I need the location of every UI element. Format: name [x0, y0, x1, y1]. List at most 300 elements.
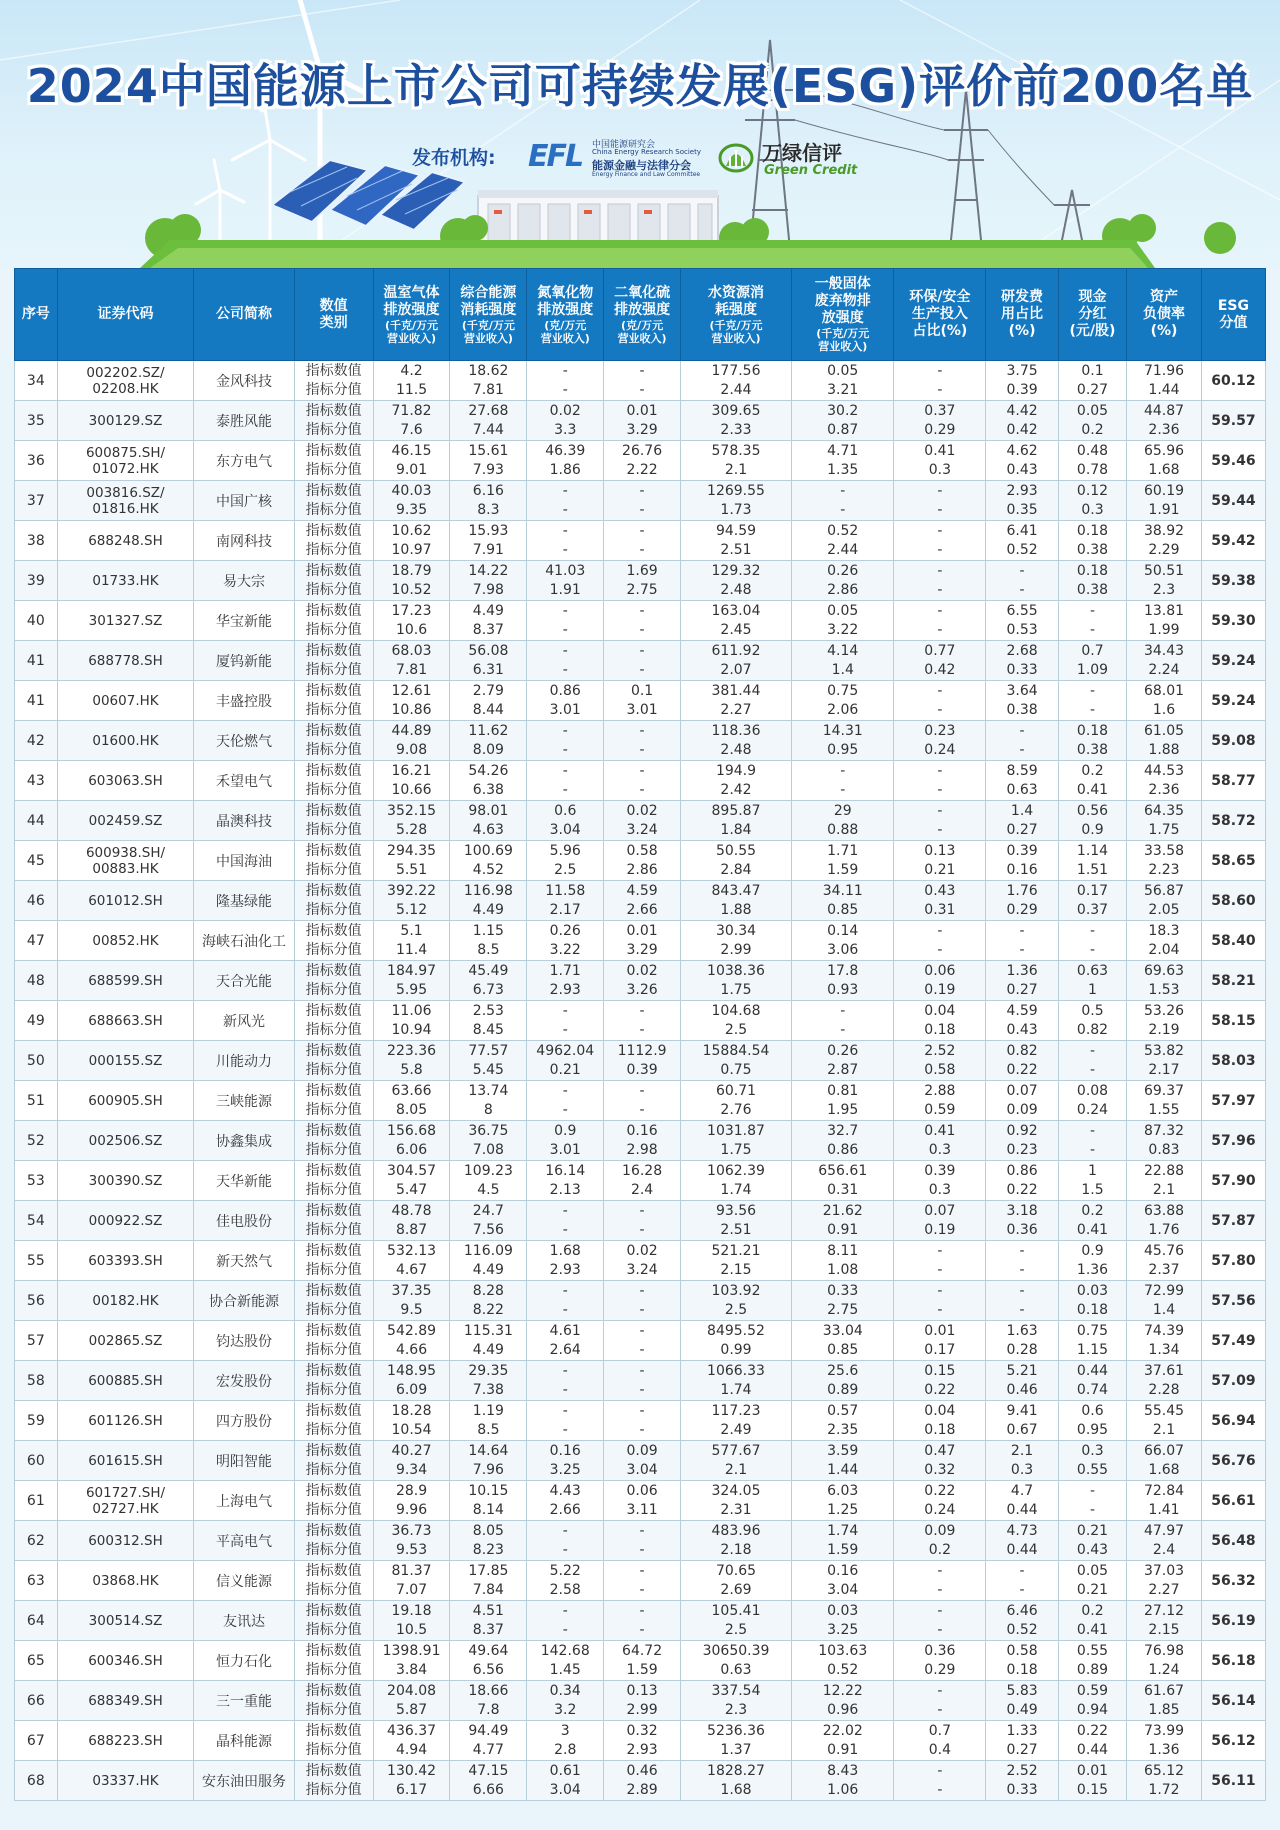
- safety-cell: 0.15 0.22: [894, 1361, 986, 1401]
- company-name-cell: 厦钨新能: [194, 641, 294, 681]
- ghg-cell: 37.35 9.5: [373, 1281, 450, 1321]
- energy-cell: 49.64 6.56: [450, 1641, 527, 1681]
- stock-code-cell: 600905.SH: [57, 1081, 194, 1121]
- dividend-cell: 0.12 0.3: [1058, 481, 1126, 521]
- company-name-cell: 安东油田服务: [194, 1761, 294, 1801]
- table-row: [15, 1361, 1266, 1401]
- dividend-cell: 0.5 0.82: [1058, 1001, 1126, 1041]
- water-cell: 70.65 2.69: [681, 1561, 792, 1601]
- water-cell: 381.44 2.27: [681, 681, 792, 721]
- rank-cell: 48: [15, 961, 58, 1001]
- ghg-cell: 5.1 11.4: [373, 921, 450, 961]
- rd-cell: 1.36 0.27: [986, 961, 1059, 1001]
- ghg-cell: 352.15 5.28: [373, 801, 450, 841]
- value-type-cell: 指标数值 指标分值: [294, 1481, 373, 1521]
- value-type-cell: 指标数值 指标分值: [294, 1561, 373, 1601]
- energy-cell: 98.01 4.63: [450, 801, 527, 841]
- table-row: [15, 1121, 1266, 1161]
- stock-code-cell: 600938.SH/ 00883.HK: [57, 841, 194, 881]
- energy-cell: 77.57 5.45: [450, 1041, 527, 1081]
- ghg-cell: 11.06 10.94: [373, 1001, 450, 1041]
- table-row: [15, 1561, 1266, 1601]
- water-cell: 118.36 2.48: [681, 721, 792, 761]
- safety-cell: 2.52 0.58: [894, 1041, 986, 1081]
- safety-cell: - -: [894, 761, 986, 801]
- table-row: [15, 601, 1266, 641]
- nox-cell: 142.68 1.45: [527, 1641, 604, 1681]
- table-row: [15, 1681, 1266, 1721]
- so2-cell: - -: [604, 601, 681, 641]
- waste-cell: 8.43 1.06: [792, 1761, 894, 1801]
- table-row: [15, 641, 1266, 681]
- waste-cell: - -: [792, 481, 894, 521]
- ghg-cell: 12.61 10.86: [373, 681, 450, 721]
- col-no: 序号: [15, 269, 58, 361]
- nox-cell: 0.9 3.01: [527, 1121, 604, 1161]
- rank-cell: 63: [15, 1561, 58, 1601]
- safety-cell: - -: [894, 1241, 986, 1281]
- ghg-cell: 148.95 6.09: [373, 1361, 450, 1401]
- company-name-cell: 天合光能: [194, 961, 294, 1001]
- so2-cell: - -: [604, 1001, 681, 1041]
- safety-cell: 0.43 0.31: [894, 881, 986, 921]
- water-cell: 1062.39 1.74: [681, 1161, 792, 1201]
- nox-cell: 16.14 2.13: [527, 1161, 604, 1201]
- stock-code-cell: 003816.SZ/ 01816.HK: [57, 481, 194, 521]
- energy-cell: 6.16 8.3: [450, 481, 527, 521]
- company-name-cell: 东方电气: [194, 441, 294, 481]
- esg-score-cell: 56.11: [1201, 1761, 1265, 1801]
- ghg-cell: 10.62 10.97: [373, 521, 450, 561]
- ghg-cell: 63.66 8.05: [373, 1081, 450, 1121]
- waste-cell: 0.75 2.06: [792, 681, 894, 721]
- energy-cell: 100.69 4.52: [450, 841, 527, 881]
- debt-cell: 72.84 1.41: [1127, 1481, 1202, 1521]
- stock-code-cell: 688349.SH: [57, 1681, 194, 1721]
- table-row: [15, 401, 1266, 441]
- table-row: [15, 1241, 1266, 1281]
- debt-cell: 65.96 1.68: [1127, 441, 1202, 481]
- rank-cell: 41: [15, 641, 58, 681]
- table-row: [15, 721, 1266, 761]
- dividend-cell: 0.18 0.38: [1058, 561, 1126, 601]
- dividend-cell: 0.05 0.21: [1058, 1561, 1126, 1601]
- water-cell: 177.56 2.44: [681, 361, 792, 401]
- water-cell: 105.41 2.5: [681, 1601, 792, 1641]
- water-cell: 611.92 2.07: [681, 641, 792, 681]
- water-cell: 15884.54 0.75: [681, 1041, 792, 1081]
- value-type-cell: 指标数值 指标分值: [294, 641, 373, 681]
- company-name-cell: 新天然气: [194, 1241, 294, 1281]
- energy-cell: 4.51 8.37: [450, 1601, 527, 1641]
- ghg-cell: 1398.91 3.84: [373, 1641, 450, 1681]
- ghg-cell: 46.15 9.01: [373, 441, 450, 481]
- company-name-cell: 晶澳科技: [194, 801, 294, 841]
- nox-cell: - -: [527, 641, 604, 681]
- esg-score-cell: 59.24: [1201, 681, 1265, 721]
- stock-code-cell: 688248.SH: [57, 521, 194, 561]
- col-debt: 资产 负债率 (%): [1127, 269, 1202, 361]
- dividend-cell: 1.14 1.51: [1058, 841, 1126, 881]
- so2-cell: - -: [604, 1561, 681, 1601]
- ghg-cell: 436.37 4.94: [373, 1721, 450, 1761]
- value-type-cell: 指标数值 指标分值: [294, 1081, 373, 1121]
- waste-cell: - -: [792, 1001, 894, 1041]
- value-type-cell: 指标数值 指标分值: [294, 681, 373, 721]
- nox-cell: 1.71 2.93: [527, 961, 604, 1001]
- nox-cell: - -: [527, 1521, 604, 1561]
- ghg-cell: 130.42 6.17: [373, 1761, 450, 1801]
- debt-cell: 55.45 2.1: [1127, 1401, 1202, 1441]
- company-name-cell: 宏发股份: [194, 1361, 294, 1401]
- so2-cell: - -: [604, 361, 681, 401]
- waste-cell: 14.31 0.95: [792, 721, 894, 761]
- safety-cell: 0.39 0.3: [894, 1161, 986, 1201]
- rd-cell: 8.59 0.63: [986, 761, 1059, 801]
- water-cell: 521.21 2.15: [681, 1241, 792, 1281]
- debt-cell: 60.19 1.91: [1127, 481, 1202, 521]
- energy-cell: 10.15 8.14: [450, 1481, 527, 1521]
- rd-cell: 0.92 0.23: [986, 1121, 1059, 1161]
- table-row: [15, 1441, 1266, 1481]
- waste-cell: 0.26 2.87: [792, 1041, 894, 1081]
- rank-cell: 62: [15, 1521, 58, 1561]
- table-row: [15, 361, 1266, 401]
- value-type-cell: 指标数值 指标分值: [294, 881, 373, 921]
- rd-cell: 1.76 0.29: [986, 881, 1059, 921]
- value-type-cell: 指标数值 指标分值: [294, 801, 373, 841]
- safety-cell: 0.13 0.21: [894, 841, 986, 881]
- value-type-cell: 指标数值 指标分值: [294, 1401, 373, 1441]
- so2-cell: - -: [604, 1281, 681, 1321]
- col-safety: 环保/安全 生产投入 占比(%): [894, 269, 986, 361]
- so2-cell: - -: [604, 1401, 681, 1441]
- stock-code-cell: 600875.SH/ 01072.HK: [57, 441, 194, 481]
- stock-code-cell: 600312.SH: [57, 1521, 194, 1561]
- energy-cell: 115.31 4.49: [450, 1321, 527, 1361]
- rd-cell: 5.83 0.49: [986, 1681, 1059, 1721]
- energy-cell: 2.53 8.45: [450, 1001, 527, 1041]
- water-cell: 194.9 2.42: [681, 761, 792, 801]
- rd-cell: 6.55 0.53: [986, 601, 1059, 641]
- rd-cell: 0.82 0.22: [986, 1041, 1059, 1081]
- debt-cell: 47.97 2.4: [1127, 1521, 1202, 1561]
- energy-cell: 56.08 6.31: [450, 641, 527, 681]
- value-type-cell: 指标数值 指标分值: [294, 1521, 373, 1561]
- so2-cell: - -: [604, 1361, 681, 1401]
- stock-code-cell: 688663.SH: [57, 1001, 194, 1041]
- esg-score-cell: 58.21: [1201, 961, 1265, 1001]
- energy-cell: 17.85 7.84: [450, 1561, 527, 1601]
- company-name-cell: 中国广核: [194, 481, 294, 521]
- rd-cell: 1.4 0.27: [986, 801, 1059, 841]
- rd-cell: 5.21 0.46: [986, 1361, 1059, 1401]
- rd-cell: 2.68 0.33: [986, 641, 1059, 681]
- so2-cell: - -: [604, 721, 681, 761]
- ghg-cell: 532.13 4.67: [373, 1241, 450, 1281]
- stock-code-cell: 601615.SH: [57, 1441, 194, 1481]
- waste-cell: 1.74 1.59: [792, 1521, 894, 1561]
- esg-score-cell: 56.14: [1201, 1681, 1265, 1721]
- water-cell: 483.96 2.18: [681, 1521, 792, 1561]
- stock-code-cell: 600346.SH: [57, 1641, 194, 1681]
- dividend-cell: 0.48 0.78: [1058, 441, 1126, 481]
- energy-cell: 29.35 7.38: [450, 1361, 527, 1401]
- esg-score-cell: 58.60: [1201, 881, 1265, 921]
- energy-cell: 14.22 7.98: [450, 561, 527, 601]
- waste-cell: 4.71 1.35: [792, 441, 894, 481]
- company-name-cell: 天华新能: [194, 1161, 294, 1201]
- table-row: [15, 681, 1266, 721]
- rd-cell: 9.41 0.67: [986, 1401, 1059, 1441]
- nox-cell: - -: [527, 361, 604, 401]
- value-type-cell: 指标数值 指标分值: [294, 441, 373, 481]
- water-cell: 93.56 2.51: [681, 1201, 792, 1241]
- nox-cell: 0.86 3.01: [527, 681, 604, 721]
- so2-cell: 0.01 3.29: [604, 921, 681, 961]
- dividend-cell: - -: [1058, 1041, 1126, 1081]
- water-cell: 895.87 1.84: [681, 801, 792, 841]
- debt-cell: 53.82 2.17: [1127, 1041, 1202, 1081]
- energy-cell: 45.49 6.73: [450, 961, 527, 1001]
- water-cell: 324.05 2.31: [681, 1481, 792, 1521]
- efl-logo-mark: EFL: [528, 139, 583, 174]
- stock-code-cell: 03337.HK: [57, 1761, 194, 1801]
- company-name-cell: 中国海油: [194, 841, 294, 881]
- esg-score-cell: 56.18: [1201, 1641, 1265, 1681]
- water-cell: 50.55 2.84: [681, 841, 792, 881]
- esg-score-cell: 59.24: [1201, 641, 1265, 681]
- waste-cell: 25.6 0.89: [792, 1361, 894, 1401]
- col-waste: 一般固体 废弃物排 放强度 (千克/万元 营业收入): [792, 269, 894, 361]
- value-type-cell: 指标数值 指标分值: [294, 721, 373, 761]
- nox-cell: 3 2.8: [527, 1721, 604, 1761]
- rank-cell: 68: [15, 1761, 58, 1801]
- table-row: [15, 561, 1266, 601]
- esg-score-cell: 57.49: [1201, 1321, 1265, 1361]
- company-name-cell: 钧达股份: [194, 1321, 294, 1361]
- nox-cell: 4962.04 0.21: [527, 1041, 604, 1081]
- debt-cell: 65.12 1.72: [1127, 1761, 1202, 1801]
- debt-cell: 33.58 2.23: [1127, 841, 1202, 881]
- waste-cell: 0.16 3.04: [792, 1561, 894, 1601]
- dividend-cell: 0.9 1.36: [1058, 1241, 1126, 1281]
- dividend-cell: - -: [1058, 1121, 1126, 1161]
- table-row: [15, 1041, 1266, 1081]
- value-type-cell: 指标数值 指标分值: [294, 1441, 373, 1481]
- rank-cell: 46: [15, 881, 58, 921]
- debt-cell: 63.88 1.76: [1127, 1201, 1202, 1241]
- rd-cell: 4.59 0.43: [986, 1001, 1059, 1041]
- esg-score-cell: 57.09: [1201, 1361, 1265, 1401]
- so2-cell: 1.69 2.75: [604, 561, 681, 601]
- company-name-cell: 三峡能源: [194, 1081, 294, 1121]
- safety-cell: - -: [894, 601, 986, 641]
- waste-cell: 22.02 0.91: [792, 1721, 894, 1761]
- value-type-cell: 指标数值 指标分值: [294, 1281, 373, 1321]
- table-row: [15, 1721, 1266, 1761]
- nox-cell: - -: [527, 1001, 604, 1041]
- so2-cell: 0.58 2.86: [604, 841, 681, 881]
- dividend-cell: 0.03 0.18: [1058, 1281, 1126, 1321]
- energy-cell: 116.98 4.49: [450, 881, 527, 921]
- debt-cell: 22.88 2.1: [1127, 1161, 1202, 1201]
- stock-code-cell: 688223.SH: [57, 1721, 194, 1761]
- energy-cell: 11.62 8.09: [450, 721, 527, 761]
- safety-cell: 0.07 0.19: [894, 1201, 986, 1241]
- company-name-cell: 丰盛控股: [194, 681, 294, 721]
- nox-cell: - -: [527, 721, 604, 761]
- nox-cell: - -: [527, 1281, 604, 1321]
- rd-cell: 2.52 0.33: [986, 1761, 1059, 1801]
- debt-cell: 64.35 1.75: [1127, 801, 1202, 841]
- rank-cell: 57: [15, 1321, 58, 1361]
- waste-cell: 3.59 1.44: [792, 1441, 894, 1481]
- table-header: [15, 269, 1266, 361]
- col-rd: 研发费 用占比 (%): [986, 269, 1059, 361]
- so2-cell: 0.02 3.24: [604, 1241, 681, 1281]
- rd-cell: 4.7 0.44: [986, 1481, 1059, 1521]
- rank-cell: 64: [15, 1601, 58, 1641]
- water-cell: 1066.33 1.74: [681, 1361, 792, 1401]
- so2-cell: 0.02 3.26: [604, 961, 681, 1001]
- so2-cell: 64.72 1.59: [604, 1641, 681, 1681]
- company-name-cell: 协鑫集成: [194, 1121, 294, 1161]
- company-name-cell: 信义能源: [194, 1561, 294, 1601]
- ghg-cell: 44.89 9.08: [373, 721, 450, 761]
- so2-cell: - -: [604, 761, 681, 801]
- company-name-cell: 协合新能源: [194, 1281, 294, 1321]
- stock-code-cell: 00607.HK: [57, 681, 194, 721]
- so2-cell: - -: [604, 1201, 681, 1241]
- water-cell: 129.32 2.48: [681, 561, 792, 601]
- rd-cell: 6.41 0.52: [986, 521, 1059, 561]
- company-name-cell: 海峡石油化工: [194, 921, 294, 961]
- so2-cell: - -: [604, 1081, 681, 1121]
- waste-cell: 29 0.88: [792, 801, 894, 841]
- value-type-cell: 指标数值 指标分值: [294, 1241, 373, 1281]
- safety-cell: - -: [894, 921, 986, 961]
- ghg-cell: 48.78 8.87: [373, 1201, 450, 1241]
- waste-cell: 0.05 3.21: [792, 361, 894, 401]
- debt-cell: 71.96 1.44: [1127, 361, 1202, 401]
- debt-cell: 61.67 1.85: [1127, 1681, 1202, 1721]
- nox-cell: 1.68 2.93: [527, 1241, 604, 1281]
- rd-cell: 1.63 0.28: [986, 1321, 1059, 1361]
- so2-cell: 0.16 2.98: [604, 1121, 681, 1161]
- safety-cell: 0.04 0.18: [894, 1401, 986, 1441]
- debt-cell: 56.87 2.05: [1127, 881, 1202, 921]
- table-row: [15, 1601, 1266, 1641]
- col-name: 公司简称: [194, 269, 294, 361]
- dividend-cell: - -: [1058, 921, 1126, 961]
- table-row: [15, 441, 1266, 481]
- safety-cell: 0.06 0.19: [894, 961, 986, 1001]
- esg-score-cell: 56.19: [1201, 1601, 1265, 1641]
- company-name-cell: 泰胜风能: [194, 401, 294, 441]
- safety-cell: - -: [894, 1601, 986, 1641]
- dividend-cell: 0.22 0.44: [1058, 1721, 1126, 1761]
- ghg-cell: 392.22 5.12: [373, 881, 450, 921]
- debt-cell: 27.12 2.15: [1127, 1601, 1202, 1641]
- value-type-cell: 指标数值 指标分值: [294, 1001, 373, 1041]
- debt-cell: 68.01 1.6: [1127, 681, 1202, 721]
- ghg-cell: 204.08 5.87: [373, 1681, 450, 1721]
- nox-cell: - -: [527, 1401, 604, 1441]
- table-row: [15, 1081, 1266, 1121]
- dividend-cell: 0.05 0.2: [1058, 401, 1126, 441]
- waste-cell: 0.33 2.75: [792, 1281, 894, 1321]
- company-name-cell: 三一重能: [194, 1681, 294, 1721]
- value-type-cell: 指标数值 指标分值: [294, 361, 373, 401]
- nox-cell: 46.39 1.86: [527, 441, 604, 481]
- company-name-cell: 华宝新能: [194, 601, 294, 641]
- value-type-cell: 指标数值 指标分值: [294, 561, 373, 601]
- safety-cell: 0.37 0.29: [894, 401, 986, 441]
- so2-cell: - -: [604, 1321, 681, 1361]
- company-name-cell: 明阳智能: [194, 1441, 294, 1481]
- esg-score-cell: 58.03: [1201, 1041, 1265, 1081]
- rd-cell: 6.46 0.52: [986, 1601, 1059, 1641]
- nox-cell: 0.02 3.3: [527, 401, 604, 441]
- rank-cell: 38: [15, 521, 58, 561]
- so2-cell: 0.09 3.04: [604, 1441, 681, 1481]
- rank-cell: 61: [15, 1481, 58, 1521]
- value-type-cell: 指标数值 指标分值: [294, 1201, 373, 1241]
- energy-cell: 14.64 7.96: [450, 1441, 527, 1481]
- value-type-cell: 指标数值 指标分值: [294, 1721, 373, 1761]
- dividend-cell: 0.56 0.9: [1058, 801, 1126, 841]
- company-name-cell: 隆基绿能: [194, 881, 294, 921]
- safety-cell: - -: [894, 1681, 986, 1721]
- dividend-cell: 0.75 1.15: [1058, 1321, 1126, 1361]
- safety-cell: - -: [894, 521, 986, 561]
- table-row: [15, 1481, 1266, 1521]
- nox-cell: - -: [527, 601, 604, 641]
- ghg-cell: 18.79 10.52: [373, 561, 450, 601]
- dividend-cell: 0.18 0.38: [1058, 721, 1126, 761]
- stock-code-cell: 601012.SH: [57, 881, 194, 921]
- cers-logo: EFL 中国能源研究会 China Energy Research Society 能源金融与法律分会 Energy Finance and Law Committee: [528, 139, 701, 178]
- waste-cell: 103.63 0.52: [792, 1641, 894, 1681]
- company-name-cell: 新风光: [194, 1001, 294, 1041]
- stock-code-cell: 301327.SZ: [57, 601, 194, 641]
- page-title: 2024中国能源上市公司可持续发展(ESG)评价前200名单: [26, 59, 1254, 113]
- leaf-icon: [716, 136, 756, 176]
- energy-cell: 36.75 7.08: [450, 1121, 527, 1161]
- so2-cell: 0.32 2.93: [604, 1721, 681, 1761]
- ghg-cell: 4.2 11.5: [373, 361, 450, 401]
- debt-cell: 37.03 2.27: [1127, 1561, 1202, 1601]
- energy-cell: 2.79 8.44: [450, 681, 527, 721]
- so2-cell: 16.28 2.4: [604, 1161, 681, 1201]
- rank-cell: 43: [15, 761, 58, 801]
- waste-cell: 33.04 0.85: [792, 1321, 894, 1361]
- debt-cell: 69.37 1.55: [1127, 1081, 1202, 1121]
- safety-cell: 2.88 0.59: [894, 1081, 986, 1121]
- rank-cell: 34: [15, 361, 58, 401]
- ghg-cell: 81.37 7.07: [373, 1561, 450, 1601]
- water-cell: 1269.55 1.73: [681, 481, 792, 521]
- rank-cell: 56: [15, 1281, 58, 1321]
- so2-cell: - -: [604, 1601, 681, 1641]
- safety-cell: 0.36 0.29: [894, 1641, 986, 1681]
- waste-cell: 34.11 0.85: [792, 881, 894, 921]
- so2-cell: 26.76 2.22: [604, 441, 681, 481]
- energy-cell: 13.74 8: [450, 1081, 527, 1121]
- table-row: [15, 921, 1266, 961]
- waste-cell: 0.26 2.86: [792, 561, 894, 601]
